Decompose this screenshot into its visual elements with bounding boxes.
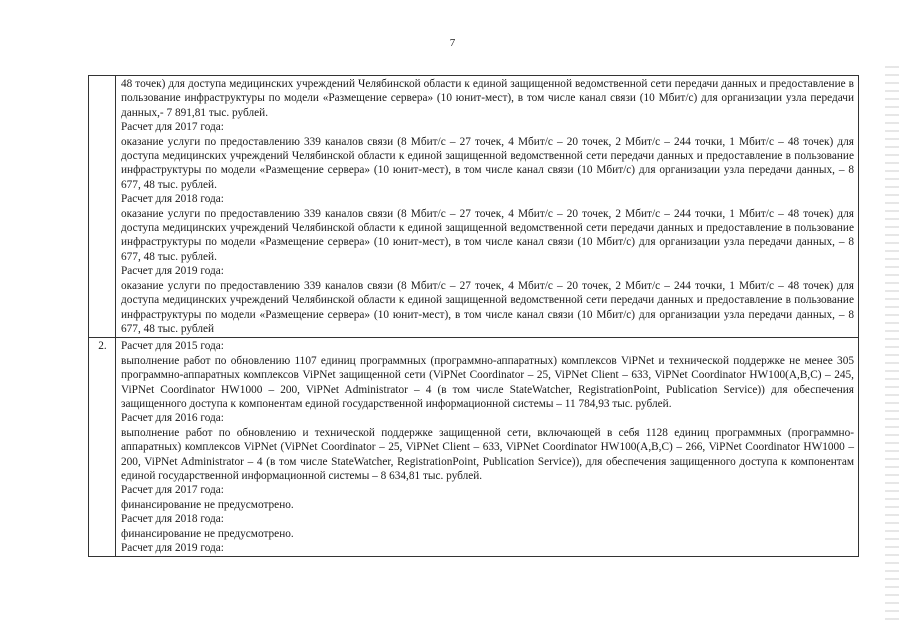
paragraph: Расчет для 2019 года:: [121, 542, 224, 554]
table-row: [89, 338, 859, 557]
paragraph: оказание услуги по предоставлению 339 каналов связи (8 Мбит/с – 27 точек, 4 Мбит/с – 20 точек, 2 Мбит/с – 244 точки, 1 Мбит/с – 48 точек) для доступа медицинских учреждений Челябинской области к единой защищенной ведомственной сети передачи данных и предоставление в пользование инфраструктуры по модели «Размещение сервера» (10 юнит-мест), в том числе канал связи (10 Мбит/с) для организации узла передачи данных, – 8 677, 48 тыс. рублей: [121, 279, 854, 335]
paragraph: Расчет для 2017 года:: [121, 121, 224, 134]
paragraph: финансирование не предусмотрено.: [121, 527, 294, 540]
row-content: [116, 76, 859, 338]
paragraph: 48 точек) для доступа медицинских учреждений Челябинской области к единой защищенной ведомственной сети передачи данных и предоставление в пользование инфраструктуры по модели «Размещение сервера» (10 юнит-мест), в том числе канал связи (10 Мбит/с) для организации узла передачи данных,- 7 891,81 тыс. рублей.: [121, 78, 854, 119]
paragraph: Расчет для 2018 года:: [121, 513, 224, 526]
paragraph: финансирование не предусмотрено.: [121, 498, 294, 511]
paragraph: Расчет для 2016 года:: [121, 412, 224, 425]
paragraph: Расчет для 2018 года:: [121, 193, 224, 206]
document-table: [88, 75, 859, 557]
row-content: [116, 338, 859, 557]
page-number: 7: [449, 37, 456, 49]
table-row: [89, 76, 859, 338]
paragraph: выполнение работ по обновлению 1107 единиц программных (программно-аппаратных) комплексов ViPNet и технической поддержке не менее 305 программно-аппаратных комплексов ViPNet защищенной сети (ViPNet Coordinator – 25, ViPNet Client – 633, ViPNet Coordinator HW100(A,B,C) – 245, ViPNet Coordinator HW1000 – 200, ViPNet Administrator – 4 (в том числе StateWatcher, RegistrationPoint, Publication Service)) для обеспечения защищенного доступа к компонентам единой государственной информационной системы – 11 784,93 тыс. рублей.: [121, 354, 854, 410]
row-number: [89, 76, 116, 338]
row-number: 2.: [89, 338, 116, 557]
paragraph: выполнение работ по обновлению и технической поддержке защищенной сети, включающей в себя 1128 единиц программных (программно-аппаратных) комплексов ViPNet (ViPNet Coordinator – 25, ViPNet Client – 633, ViPNet Coordinator HW100(A,B,C) – 266, ViPNet Coordinator HW1000 – 200, ViPNet Administrator – 4 (в том числе StateWatcher, RegistrationPoint, Publication Service)), для обеспечения защищенного доступа к компонентам единой государственной информационной системы – 8 634,81 тыс. рублей.: [121, 426, 854, 482]
paragraph: Расчет для 2017 года:: [121, 484, 224, 497]
paragraph: оказание услуги по предоставлению 339 каналов связи (8 Мбит/с – 27 точек, 4 Мбит/с – 20 точек, 2 Мбит/с – 244 точки, 1 Мбит/с – 48 точек) для доступа медицинских учреждений Челябинской области к единой защищенной ведомственной сети передачи данных и предоставление в пользование инфраструктуры по модели «Размещение сервера» (10 юнит-мест), в том числе канал связи (10 Мбит/с) для организации узла передачи данных, – 8 677, 48 тыс. рублей.: [121, 135, 854, 191]
paragraph: Расчет для 2015 года:: [121, 340, 224, 353]
paragraph: Расчет для 2019 года:: [121, 265, 224, 278]
paragraph: оказание услуги по предоставлению 339 каналов связи (8 Мбит/с – 27 точек, 4 Мбит/с – 20 точек, 2 Мбит/с – 244 точки, 1 Мбит/с – 48 точек) для доступа медицинских учреждений Челябинской области к единой защищенной ведомственной сети передачи данных и предоставление в пользование инфраструктуры по модели «Размещение сервера» (10 юнит-мест), в том числе канал связи (10 Мбит/с) для организации узла передачи данных, – 8 677, 48 тыс. рублей.: [121, 207, 854, 263]
scan-edge-artifact: [885, 60, 899, 620]
